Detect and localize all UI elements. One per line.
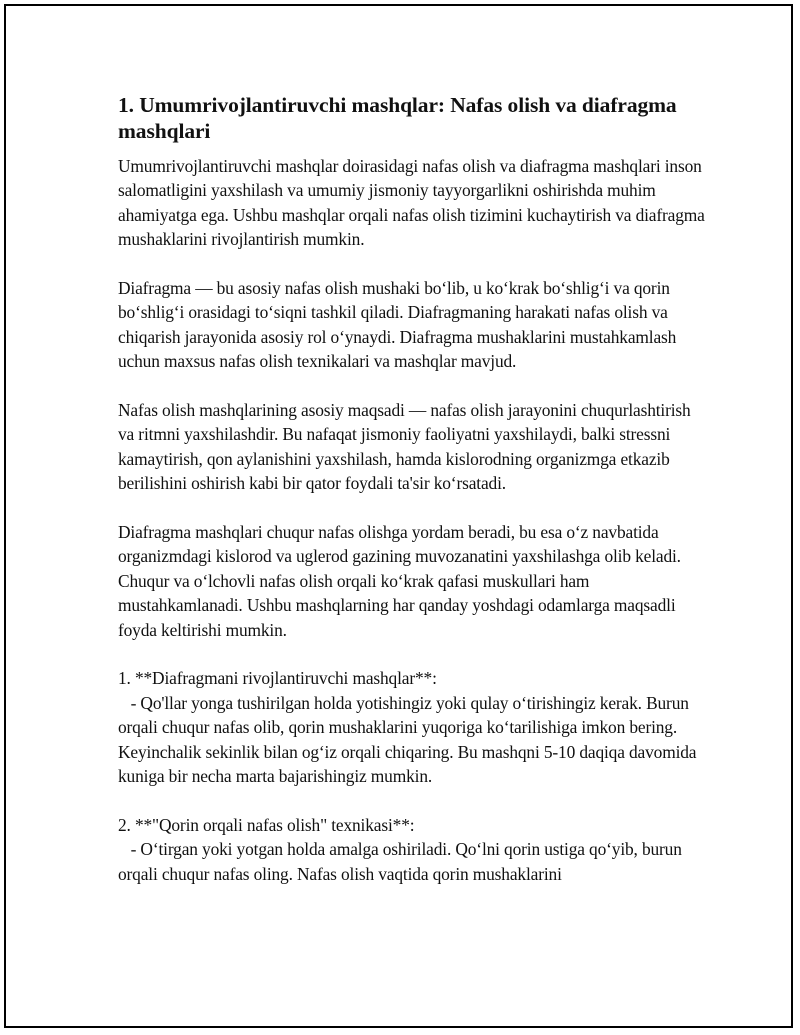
document-title: 1. Umumrivojlantiruvchi mashqlar: Nafas olish va diafragma mashqlari [118,93,677,143]
document-body [118,92,708,911]
paragraph: Nafas olish mashqlarining asosiy maqsadi — nafas olish jarayonini chuqurlashtirish va ritmni yaxshilashdir. Bu nafaqat jismoniy faoliyatni yaxshilaydi, balki stressni kamaytirish, qon aylanishini yaxshilash, hamda kislorodning organizmga etkazib berilishini oshirish kabi bir qator foydali ta'sir ko‘rsatadi. [118,400,691,494]
list-item-body-text: - O‘tirgan yoki yotgan holda amalga oshiriladi. Qo‘lni qorin ustiga qo‘yib, burun orqali chuqur nafas oling. Nafas olish vaqtida qorin mushaklarini [118,839,682,884]
paragraph: Diafragma — bu asosiy nafas olish mushaki bo‘lib, u ko‘krak bo‘shlig‘i va qorin bo‘shlig‘i orasidagi to‘siqni tashkil qiladi. Diafragmaning harakati nafas olish va chiqarish jarayonida asosiy rol o‘ynaydi. Diafragma mushaklarini mustahkamlash uchun maxsus nafas olish texnikalari va mashqlar mavjud. [118,278,677,372]
list-item-body [118,837,708,886]
list-item-body-text: - Qo'llar yonga tushirilgan holda yotishingiz yoki qulay o‘tirishingiz kerak. Burun orqali chuqur nafas olib, qorin mushaklarini yuqoriga ko‘tarilishiga imkon bering. Keyinchalik sekinlik bilan og‘iz orqali chiqaring. Bu mashqni 5-10 daqiqa davomida kuniga bir necha marta bajarishingiz mumkin. [118,692,697,787]
paragraph: Diafragma mashqlari chuqur nafas olishga yordam beradi, bu esa o‘z navbatida organizmdagi kislorod va uglerod gazining muvozanatini yaxshilashga olib keladi. Chuqur va o‘lchovli nafas olish orqali ko‘krak qafasi muskullari ham mustahkamlanadi. Ushbu mashqlarning har qanday yoshdagi odamlarga maqsadli foyda keltirishi mumkin. [118,522,681,640]
list-item [118,813,708,886]
list-item [118,666,708,788]
list-item-heading: 1. **Diafragmani rivojlantiruvchi mashqlar**: [118,668,437,689]
paragraph: Umumrivojlantiruvchi mashqlar doirasidagi nafas olish va diafragma mashqlari inson salomatligini yaxshilash va umumiy jismoniy tayyorgarlikni oshirishda muhim ahamiyatga ega. Ushbu mashqlar orqali nafas olish tizimini kuchaytirish va diafragma mushaklarini rivojlantirish mumkin. [118,156,705,250]
list-item-heading: 2. **"Qorin orqali nafas olish" texnikasi**: [118,814,415,835]
list-item-body [118,691,708,789]
